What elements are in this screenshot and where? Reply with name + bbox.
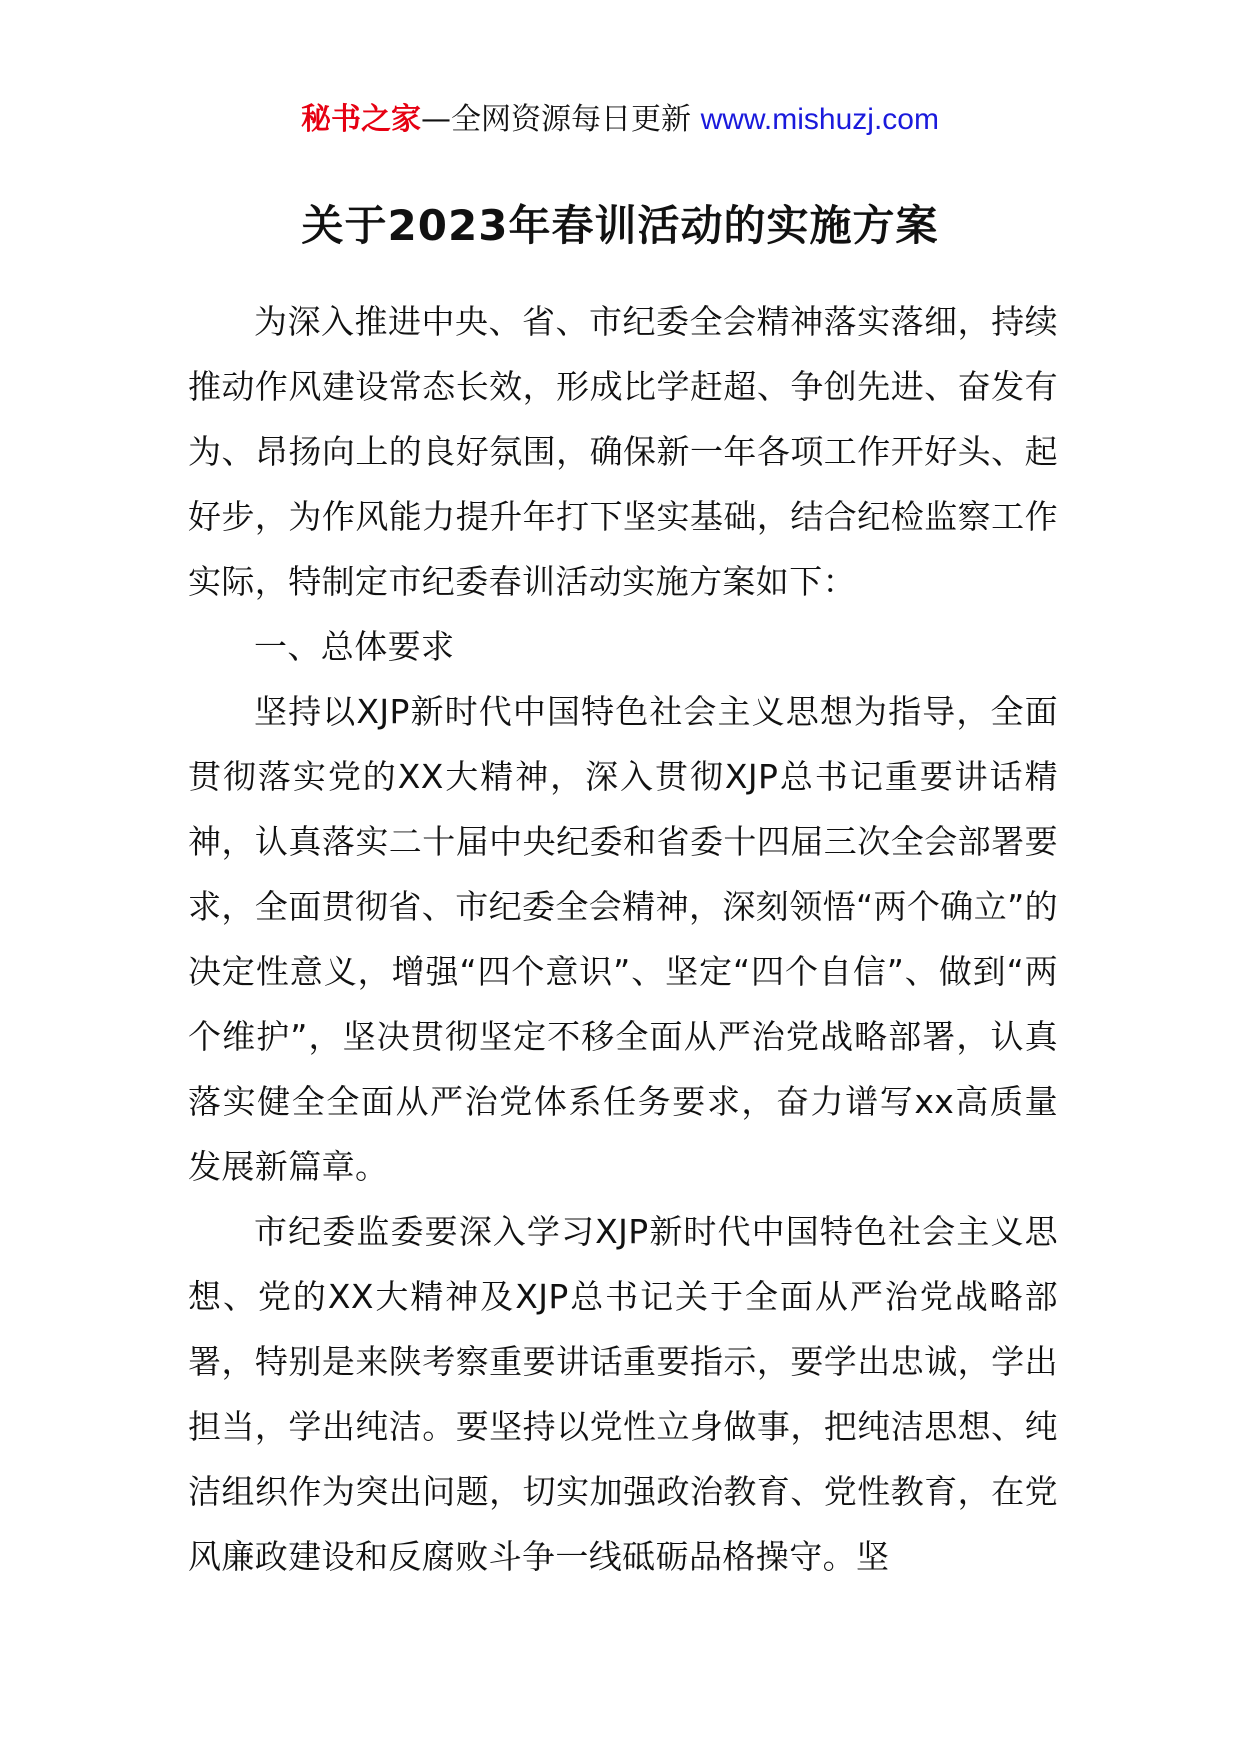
document-body [188,289,1058,1589]
site-link[interactable]: www.mishuzj.com [700,103,939,136]
header-tagline: —全网资源每日更新 [421,102,692,137]
brand-name: 秘书之家 [301,102,422,137]
page-header [0,100,1240,140]
section-heading: 一、总体要求 [254,627,455,666]
document-title: 关于2023年春训活动的实施方案 [301,201,939,250]
paragraph-intro: 为深入推进中央、省、市纪委全会精神落实落细，持续推动作风建设常态长效，形成比学赶超、争创先进、奋发有为、昂扬向上的良好氛围，确保新一年各项工作开好头、起好步，为作风能力提升年打下坚实基础，结合纪检监察工作实际，特制定市纪委春训活动实施方案如下： [188,302,1058,601]
paragraph-general-requirements: 坚持以XJP新时代中国特色社会主义思想为指导，全面贯彻落实党的XX大精神，深入贯彻XJP总书记重要讲话精神，认真落实二十届中央纪委和省委十四届三次全会部署要求，全面贯彻省、市纪委全会精神，深刻领悟“两个确立”的决定性意义，增强“四个意识”、坚定“四个自信”、做到“两个维护”，坚决贯彻坚定不移全面从严治党战略部署，认真落实健全全面从严治党体系任务要求，奋力谱写xx高质量发展新篇章。 [188,692,1058,1186]
paragraph-commission-study: 市纪委监委要深入学习XJP新时代中国特色社会主义思想、党的XX大精神及XJP总书记关于全面从严治党战略部署，特别是来陕考察重要讲话重要指示，要学出忠诚，学出担当，学出纯洁。要坚持以党性立身做事，把纯洁思想、纯洁组织作为突出问题，切实加强政治教育、党性教育，在党风廉政建设和反腐败斗争一线砥砺品格操守。坚 [188,1212,1058,1576]
